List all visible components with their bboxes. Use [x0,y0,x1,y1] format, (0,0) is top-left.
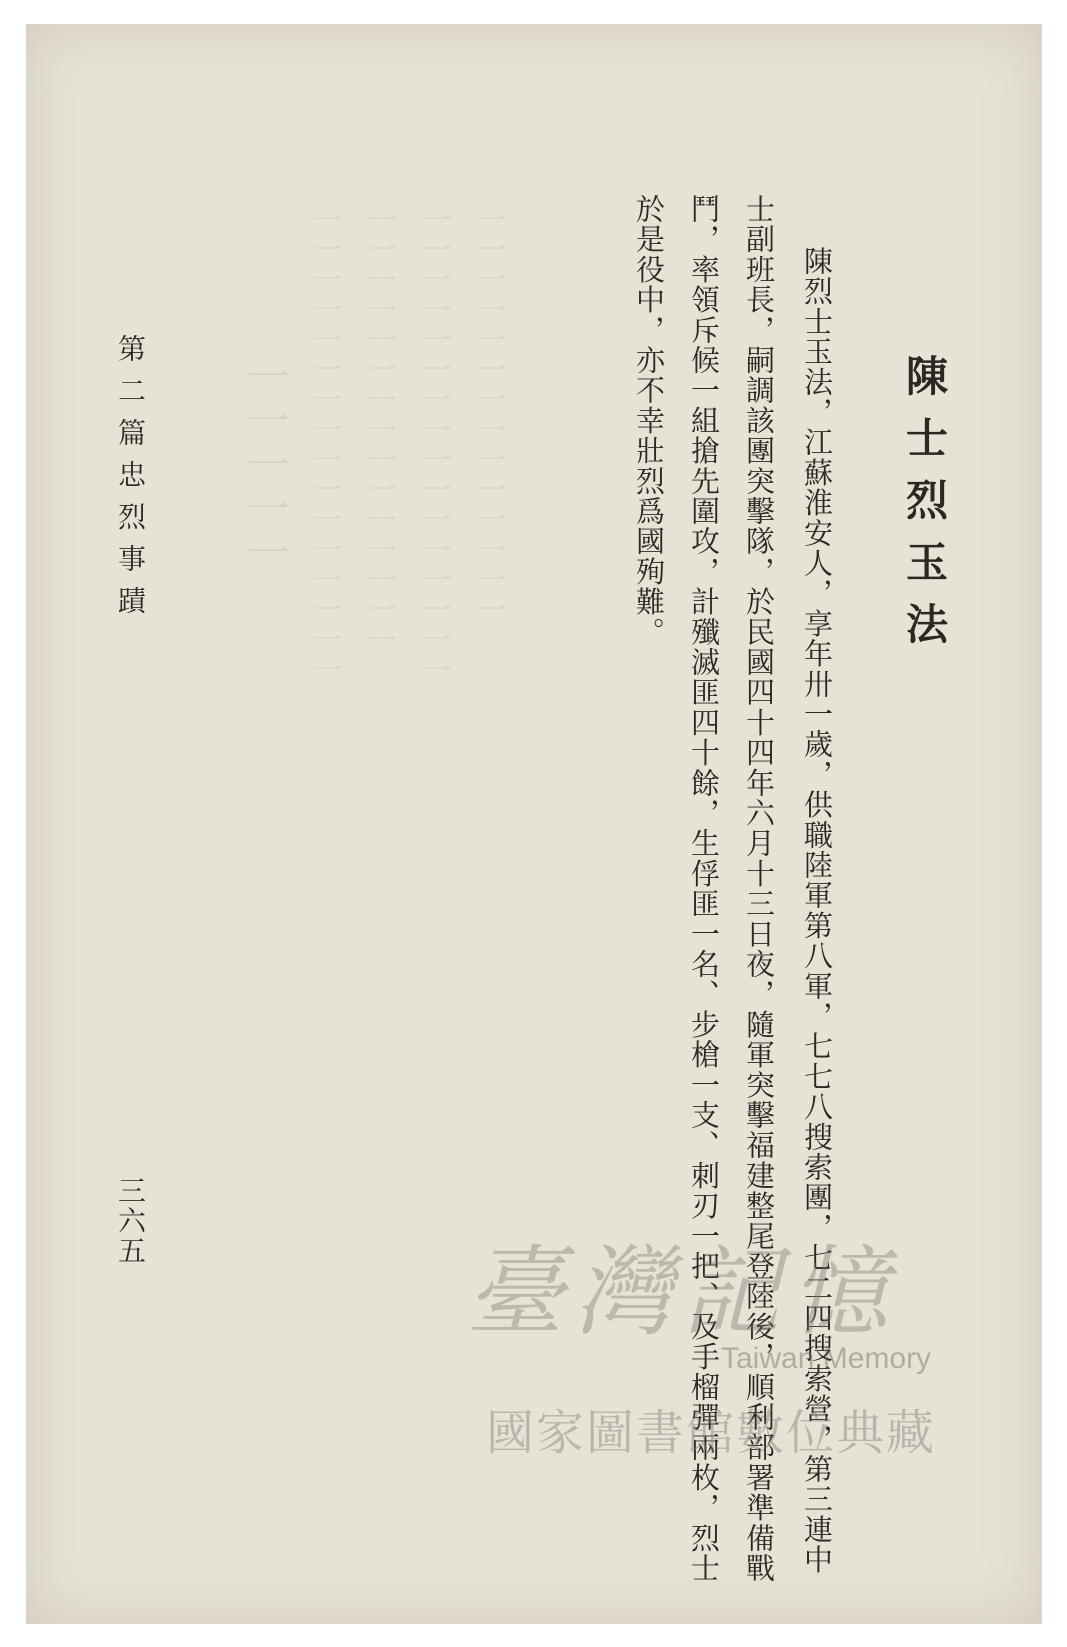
watermark-logo-script: 臺灣記憶 [466,1236,899,1350]
running-footer-section: 第二篇忠烈事蹟 [114,334,147,628]
body-text-column: 於是役中，亦不幸壯烈爲國殉難。 [632,194,666,647]
page-number: 三六五 [114,1176,147,1266]
bleed-through-decoration: 一一一一一一一一一一一一一一一 [361,204,396,654]
body-text-column: 陳烈士玉法，江蘇淮安人，享年卅一歲，供職陸軍第八軍，七七八搜索團，七二四搜索營，第三連中 [800,246,834,1575]
scanned-page [26,24,1042,1624]
bleed-through-decoration: 一一一一一 [238,354,289,574]
bleed-through-decoration: 一一一一一一一一一一一一一一 [471,204,506,624]
body-text-column: 鬥，率領斥候一組搶先圍攻，計殲滅匪四十餘，生俘匪一名、步槍一支、刺刃一把、及手榴彈兩枚，烈士 [687,194,721,1584]
bleed-through-decoration: 一一一一一一一一一一一一一一一一 [416,204,451,684]
watermark-organization: 國家圖書館數位典藏 [486,1405,937,1461]
bleed-through-decoration: 一一一一一一一一一一一一一一一一 [306,204,341,684]
watermark-english-text: Taiwan Memory [721,1342,932,1375]
body-text-column: 士副班長，嗣調該團突擊隊，於民國四十四年六月十三日夜，隨軍突擊福建整尾登陸後，順利部署準備戰 [742,194,776,1584]
article-title: 陳士烈玉法 [900,354,949,664]
